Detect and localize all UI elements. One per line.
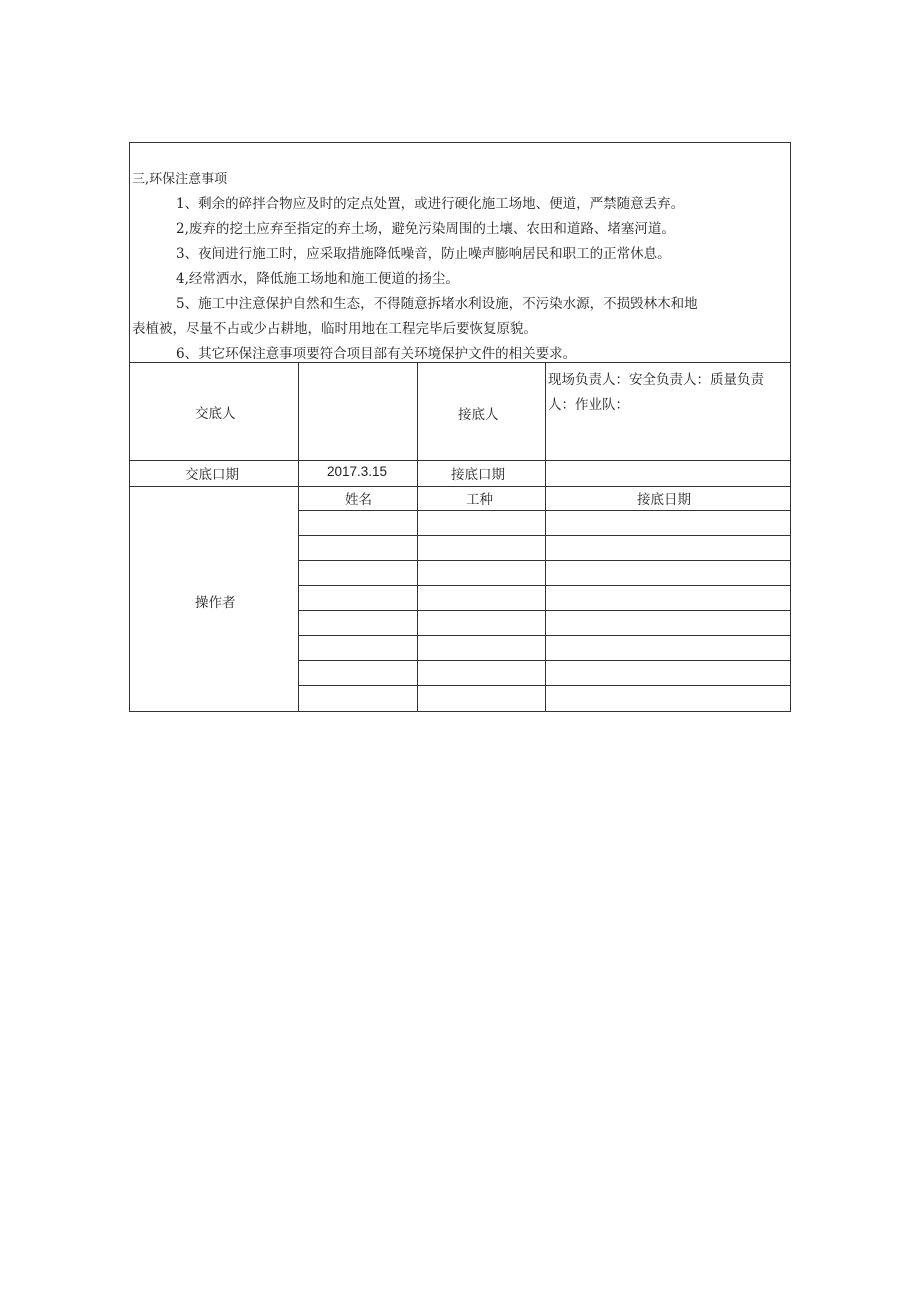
giver-label: 交底人 [195, 406, 236, 422]
note-item-3: 3、夜间进行施工时，应采取措施降低噪音，防止噪声膨响居民和职工的正常休息。 [176, 246, 671, 262]
note-item-2: 2,废弃的挖土应弃至指定的弃土场，避免污染周围的土壤、农田和道路、堵塞河道。 [176, 221, 675, 237]
responsible-line-1: 现场负责人：安全负责人：质量负责 [548, 372, 764, 388]
give-date-value: 2017.3.15 [327, 464, 388, 479]
column-receive-date: 接底日期 [637, 492, 691, 508]
disclosure-form [129, 142, 791, 712]
give-date-label: 交底口期 [185, 467, 239, 483]
note-item-6: 6、其它环保注意事项要符合项目部有关环境保护文件的相关要求。 [176, 346, 577, 362]
note-item-5: 5、施工中注意保护自然和生态，不得随意拆堵水利设施，不污染水源，不损毁林木和地 [176, 296, 698, 312]
note-item-5-cont: 表植被，尽量不占或少占耕地，临时用地在工程完毕后要恢复原貌。 [132, 321, 537, 337]
operators-label: 操作者 [195, 595, 236, 611]
responsible-line-2: 人：作业队： [548, 397, 629, 413]
receive-date-label: 接底口期 [451, 467, 505, 483]
notes-heading: 三,环保注意事项 [132, 172, 228, 187]
note-item-4: 4,经常洒水，降低施工场地和施工便道的扬尘。 [176, 271, 459, 287]
environmental-notes [130, 143, 790, 362]
receiver-label: 接底人 [458, 407, 499, 423]
column-name: 姓名 [345, 492, 372, 508]
column-trade: 工种 [466, 492, 493, 508]
note-item-1: 1、剩余的碎拌合物应及时的定点处置，或进行硬化施工场地、便道，严禁随意丢弃。 [176, 196, 685, 212]
